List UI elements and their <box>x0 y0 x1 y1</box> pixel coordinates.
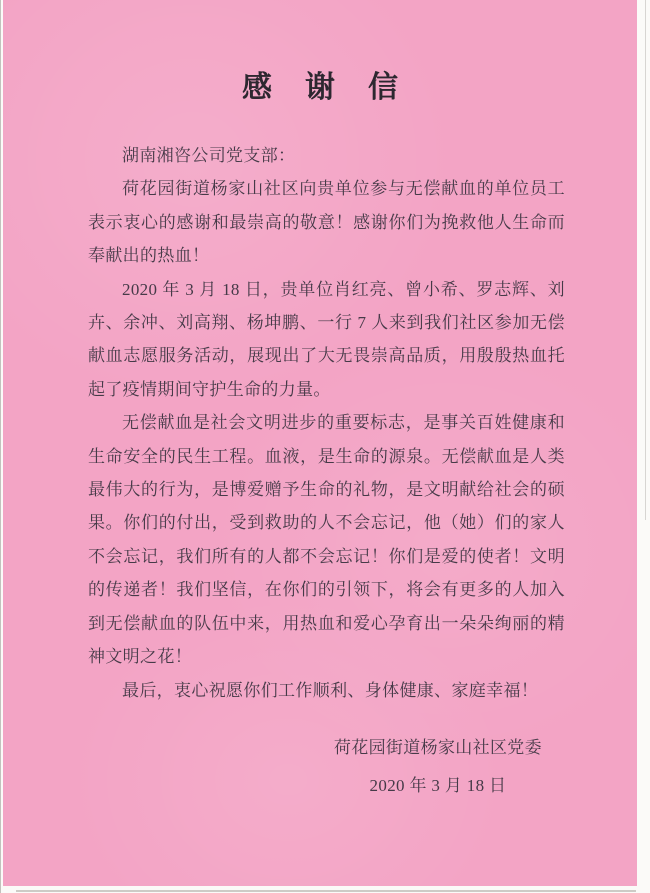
signature-date: 2020 年 3 月 18 日 <box>369 775 507 795</box>
scanner-edge-left-line <box>0 0 1 893</box>
paragraph-closing-wishes: 最后，衷心祝愿你们工作顺利、身体健康、家庭幸福！ <box>122 680 539 700</box>
scanner-edge-bottom-shadow <box>16 890 636 892</box>
salutation: 湖南湘咨公司党支部： <box>122 146 296 165</box>
scanner-edge-right-line <box>645 0 646 520</box>
letter-body <box>3 139 637 707</box>
letter-paper <box>3 0 637 886</box>
paragraph-significance: 无偿献血是社会文明进步的重要标志，是事关百姓健康和生命安全的民生工程。血液，是生命的源泉。无偿献血是人类最伟大的行为，是博爱赠予生命的礼物，是文明献给社会的硕果。你们的付出，受到救助的人不会忘记，他（她）们的家人不会忘记，我们所有的人都不会忘记！你们是爱的使者！文明的传递者！我们坚信，在你们的引领下，将会有更多的人加入到无偿献血的队伍中来，用热血和爱心孕育出一朵朵绚丽的精神文明之花！ <box>88 413 565 667</box>
signature-organization: 荷花园街道杨家山社区党委 <box>333 737 542 757</box>
letter-title: 感谢信 <box>242 71 431 104</box>
paragraph-event-details: 2020 年 3 月 18 日，贵单位肖红亮、曾小希、罗志辉、刘卉、余冲、刘高翔、杨坤鹏、一行 7 人来到我们社区参加无偿献血志愿服务活动，展现出了大无畏崇高品质，用殷殷热血托起了疫情期间守护生命的力量。 <box>88 279 565 399</box>
paragraph-gratitude: 荷花园街道杨家山社区向贵单位参与无偿献血的单位员工表示衷心的感谢和最崇高的敬意！感谢你们为挽救他人生命而奉献出的热血！ <box>88 179 565 266</box>
signature-block <box>334 729 542 805</box>
